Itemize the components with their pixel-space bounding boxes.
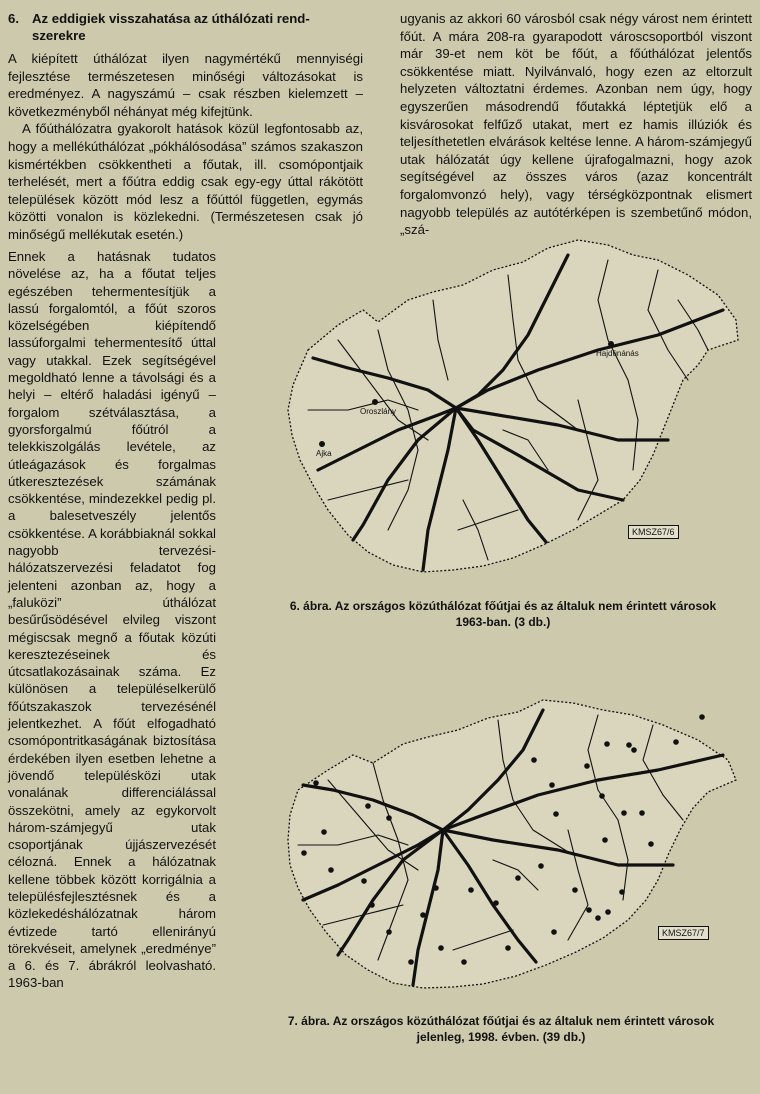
city-dot — [599, 793, 605, 799]
city-dot — [626, 742, 632, 748]
city-dot — [420, 912, 426, 918]
city-dot — [673, 739, 679, 745]
city-dot — [553, 811, 559, 817]
city-dot — [551, 929, 557, 935]
figure-7-caption-line1: 7. ábra. Az országos közúthálózat főútjai és az általuk nem érintett városok — [287, 1014, 715, 1028]
city-dot — [313, 780, 319, 786]
city-dot — [531, 757, 537, 763]
city-dot-hajdunanas — [608, 341, 614, 347]
city-dot — [604, 741, 610, 747]
map-1963-svg — [278, 240, 744, 595]
figure-7-caption-line2: jelenleg, 1998. évben. (39 db.) — [416, 1030, 586, 1044]
city-dot — [438, 945, 444, 951]
city-dot — [515, 875, 521, 881]
city-dot — [361, 878, 367, 884]
city-dot-oroszlany — [372, 399, 378, 405]
figure-6-caption-line1: 6. ábra. Az országos közúthálózat főútjai és az általuk nem érintett városok — [289, 599, 717, 613]
city-dot — [584, 763, 590, 769]
section-title-line2: szerekre — [32, 28, 86, 43]
city-dot — [595, 915, 601, 921]
city-dot — [321, 829, 327, 835]
city-dot — [639, 810, 645, 816]
right-column-top: ugyanis az akkori 60 városból csak négy várost nem érintett főút. A mára 208-ra gyarapodott városcsoportból viszont már 39-et nem köt be főút, a főúthálózat jelentős csökkentése miatt. Nyilvánvaló, hogy ezen az eltorzult helyzeten változtatni érdemes. Azonban nem úgy, hogy egyszerűen másodrendű főutakká léptetjük elő a kisvárosokat felfűző utakat, mert ez hamis illúziók és teljesíthetetlen elvárások keltése lenne. A három-számjegyű utak hálózatát úgy kellene újrafogalmazni, hogy azok segítségével az összes város (azaz koncentrált forgalomvonzó hely), vagy térségközpontnak elismert nagyobb település az autótérképen is szembetűnő módon, „szá- — [400, 11, 752, 238]
figure-6-caption — [248, 598, 758, 630]
map-label-oroszlany: Oroszlány — [360, 407, 397, 416]
city-dot — [699, 714, 705, 720]
section-number: 6. — [8, 11, 19, 26]
city-dot — [631, 747, 637, 753]
city-dot — [619, 889, 625, 895]
city-dot — [301, 850, 307, 856]
figure-7-caption — [244, 1013, 758, 1045]
figure-7-map — [278, 700, 744, 1000]
city-dot — [386, 815, 392, 821]
city-dot — [468, 887, 474, 893]
city-dot — [461, 959, 467, 965]
city-dot — [648, 841, 654, 847]
paragraph-2: A főúthálózatra gyakorolt hatások közül legfontosabb az, hogy a mellékúthálózat „pókhálósodása” számos szakaszon kismértékben csökkentheti a főutak, ill. csomópontjaik terhelését, mert a főútra eddig csak egy-egy úttal rákötött települések között mód lesz a főúttól független, egymás közötti vonalon is közlekedni. (Természetesen csak jó minőségű mellékutak esetén.) — [8, 121, 363, 242]
left-column-top — [8, 10, 363, 244]
figure-6-map — [278, 240, 744, 595]
figure-6-code: KMSZ67/6 — [628, 525, 679, 539]
city-dot — [621, 810, 627, 816]
map-1998-svg — [278, 700, 744, 1000]
city-dot — [572, 887, 578, 893]
city-dot — [328, 867, 334, 873]
city-dot — [433, 885, 439, 891]
city-dot — [493, 900, 499, 906]
city-dot — [505, 945, 511, 951]
city-dot-ajka — [319, 441, 325, 447]
figure-6-caption-line2: 1963-ban. (3 db.) — [455, 615, 551, 629]
figure-7-code: KMSZ67/7 — [658, 926, 709, 940]
section-title-line1: Az eddigiek visszahatása az úthálózati rend- — [32, 11, 310, 26]
city-dot — [408, 959, 414, 965]
section-heading — [8, 10, 363, 44]
city-dot — [605, 909, 611, 915]
city-dot — [538, 863, 544, 869]
city-dot — [386, 929, 392, 935]
map-label-hajdunanas: Hajdúnánás — [596, 349, 639, 358]
city-dot — [365, 803, 371, 809]
city-dot — [586, 907, 592, 913]
paragraph-1: A kiépített úthálózat ilyen nagymértékű mennyiségi fejlesztése természetesen minőségi változásokat is eredményez. A nagyszámú – csak részben kielemzett – következményből néhányat még kifejtünk. — [8, 51, 363, 119]
map-label-ajka: Ajka — [316, 449, 332, 458]
narrow-column-text: Ennek a hatásnak tudatos növelése az, ha a főutat teljes egészében tehermentesítjük a lassú forgalomtól, a főút szoros közelségében kiépítendő lassúforgalmi tehermentesítő úttal vagy utakkal. Ezek segítségével megoldható lenne a távolsági és a helyi – eltérő haladási igényű – forgalom szétválasztása, a gyorsforgalmú főútról a telekkiszolgálás levétele, az útleágazások és forgalmas útkeresztezések számának csökkentése, mindezekkel pedig pl. a balesetveszély jelentős csökkentése. A korábbiaknál sokkal nagyobb tervezési-hálózatszervezési feladatot fog jelenteni azonban az, hogy a „faluközi” úthálózat besűrűsödésével elvileg viszont mégiscsak megnő a főutak közúti keresztezéseinek és útcsatlakozásainak száma. Ez különösen a településelkerülő főútszakaszok tervezésénél jelentkezhet. A főút elfogadható csomópontritkaságának biztosítása érdekében ilyen esetben lehetne a jövendő településközi utak vonalának differenciálással összekötni, amely az egykorvolt három-számjegyű utak csoportjának újjászervezését célozná. Ennek a hálózatnak kellene többek között korrigálnia a településfejlesztésnek és a közlekedéshálózatnak három évtizede tartó ellenirányú törekvéseit, amelynek „eredménye” a 6. és 7. ábrákról leolvasható. 1963-ban — [8, 249, 216, 991]
city-dot — [602, 837, 608, 843]
country-border — [288, 240, 738, 572]
city-dot — [549, 782, 555, 788]
city-dot — [369, 902, 375, 908]
